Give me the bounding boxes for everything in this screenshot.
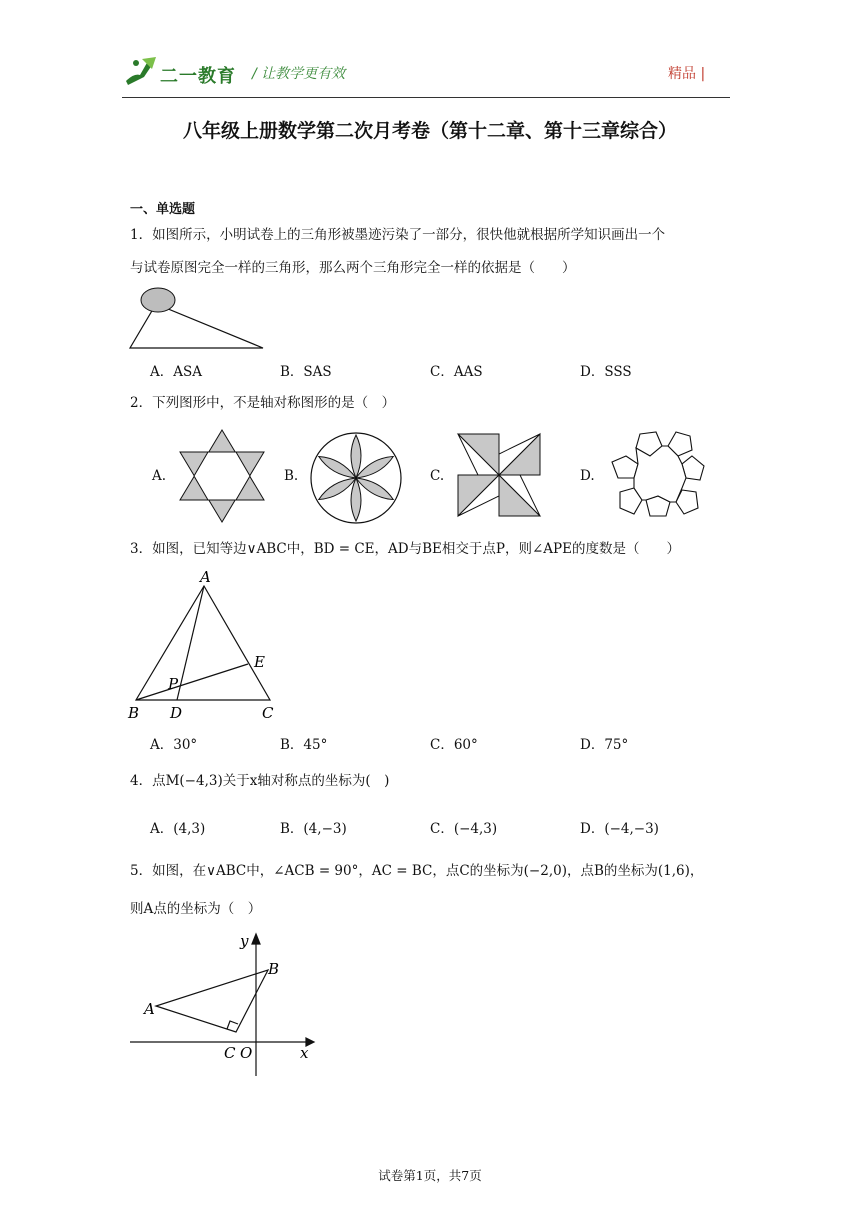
q3-label-c: C <box>262 704 274 722</box>
q5-coordinate-figure <box>128 930 318 1080</box>
q5-label-y: y <box>240 932 249 950</box>
q2-option-b[interactable]: B. <box>284 468 299 484</box>
q3-label-a: A <box>200 568 211 586</box>
q4-option-b[interactable]: B．(4,−3) <box>280 821 347 837</box>
q3-label-d: D <box>170 704 183 722</box>
q3-option-b[interactable]: B．45° <box>280 737 328 753</box>
q4-line1: 4．点M(−4,3)关于x轴对称点的坐标为( ) <box>130 773 390 789</box>
q1-line2: 与试卷原图完全一样的三角形，那么两个三角形完全一样的依据是（ ） <box>130 260 576 276</box>
q1-option-b[interactable]: B．SAS <box>280 364 332 380</box>
q2-line1: 2．下列图形中，不是轴对称图形的是（ ） <box>130 395 396 411</box>
header-divider <box>122 97 730 98</box>
q3-label-p: P <box>168 675 179 693</box>
premium-badge: 精品 | <box>668 66 706 82</box>
q1-option-a[interactable]: A．ASA <box>150 364 202 380</box>
q1-ink-triangle-figure <box>128 284 268 354</box>
q2-option-d[interactable]: D. <box>580 468 595 484</box>
q5-label-c: C <box>224 1044 236 1062</box>
q1-option-d[interactable]: D．SSS <box>580 364 632 380</box>
q4-option-d[interactable]: D．(−4,−3) <box>580 821 659 837</box>
brand-name: 二一教育 <box>160 66 236 87</box>
q4-option-a[interactable]: A．(4,3) <box>150 821 206 837</box>
q5-label-x: x <box>300 1044 309 1062</box>
q2-hexagram-figure <box>176 428 268 524</box>
q3-option-a[interactable]: A．30° <box>150 737 198 753</box>
q5-line1: 5．如图，在∨ABC中，∠ACB = 90°，AC = BC，点C的坐标为(−2,0)，点B的坐标为(1,6)， <box>130 863 704 879</box>
q4-option-c[interactable]: C．(−4,3) <box>430 821 498 837</box>
brand-logo-icon <box>122 55 160 87</box>
q2-option-a[interactable]: A. <box>152 468 167 484</box>
slogan: / 让教学更有效 <box>252 66 346 82</box>
q5-label-a: A <box>144 1000 155 1018</box>
q2-flower-circle-figure <box>308 430 404 526</box>
q2-pentagon-ring-figure <box>606 430 710 522</box>
q3-label-b: B <box>128 704 140 722</box>
q3-line1: 3．如图，已知等边∨ABC中，BD = CE，AD与BE相交于点P，则∠APE的度数是（ ） <box>130 541 680 557</box>
q1-option-c[interactable]: C．AAS <box>430 364 483 380</box>
q3-equilateral-triangle-figure <box>124 568 284 724</box>
page-footer: 试卷第1页，共7页 <box>378 1168 482 1183</box>
q5-label-b: B <box>268 960 280 978</box>
q5-line2: 则A点的坐标为（ ） <box>130 901 262 917</box>
q2-pinwheel-figure <box>456 432 542 518</box>
q3-label-e: E <box>254 653 265 671</box>
q2-option-c[interactable]: C. <box>430 468 445 484</box>
q3-option-d[interactable]: D．75° <box>580 737 629 753</box>
q5-label-o: O <box>240 1044 253 1062</box>
q1-line1: 1．如图所示，小明试卷上的三角形被墨迹污染了一部分，很快他就根据所学知识画出一个 <box>130 227 666 243</box>
page-title: 八年级上册数学第二次月考卷（第十二章、第十三章综合） <box>182 120 677 142</box>
q3-option-c[interactable]: C．60° <box>430 737 478 753</box>
section-heading: 一、单选题 <box>130 202 196 217</box>
